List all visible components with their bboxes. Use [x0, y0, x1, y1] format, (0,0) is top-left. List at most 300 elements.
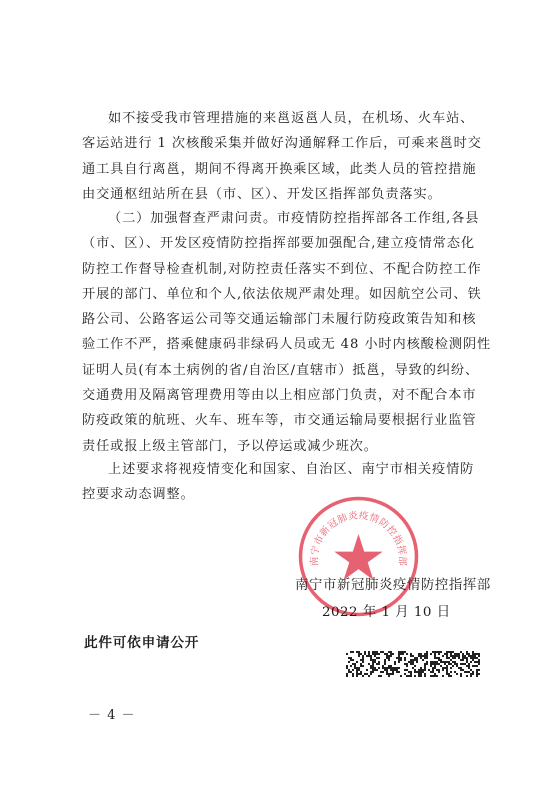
barcode-module: [462, 669, 464, 671]
barcode-module: [430, 671, 432, 673]
barcode-module: [372, 671, 374, 673]
barcode-module: [378, 667, 380, 669]
barcode-module: [404, 673, 406, 675]
barcode-module: [352, 663, 354, 665]
barcode-module: [466, 657, 468, 659]
barcode-module: [396, 667, 398, 669]
barcode-module: [362, 655, 364, 657]
barcode-module: [400, 675, 402, 677]
barcode-module: [410, 673, 412, 675]
barcode-module: [462, 657, 464, 659]
barcode-module: [350, 659, 352, 661]
barcode-module: [352, 675, 354, 677]
barcode-module: [434, 651, 436, 653]
barcode-module: [396, 669, 398, 671]
barcode-module: [460, 675, 462, 677]
barcode-module: [460, 673, 462, 675]
barcode-module: [478, 661, 480, 663]
barcode-module: [414, 659, 416, 661]
barcode-module: [468, 665, 470, 667]
barcode-module: [458, 657, 460, 659]
barcode-module: [466, 665, 468, 667]
barcode-module: [470, 655, 472, 657]
page-number: － 4 －: [88, 708, 136, 723]
barcode-module: [438, 651, 440, 653]
paragraph-line: 开展的部门、单位和个人,依法依规严肃处理。如因航空公司、铁: [82, 286, 482, 302]
paragraph-2: [82, 206, 492, 459]
barcode-module: [470, 657, 472, 659]
barcode-module: [378, 661, 380, 663]
barcode-module: [356, 661, 358, 663]
barcode-module: [470, 675, 472, 677]
barcode-module: [434, 673, 436, 675]
barcode-module: [392, 673, 394, 675]
barcode-module: [356, 673, 358, 675]
barcode-module: [346, 675, 348, 677]
barcode-module: [478, 655, 480, 657]
barcode-module: [460, 651, 462, 653]
barcode-module: [422, 659, 424, 661]
barcode-module: [374, 659, 376, 661]
barcode-module: [410, 663, 412, 665]
barcode-module: [388, 673, 390, 675]
barcode-module: [372, 659, 374, 661]
barcode-module: [370, 657, 372, 659]
barcode-module: [370, 655, 372, 657]
barcode-module: [416, 657, 418, 659]
barcode-module: [400, 653, 402, 655]
barcode-module: [360, 663, 362, 665]
barcode-module: [438, 657, 440, 659]
barcode-module: [386, 657, 388, 659]
barcode-module: [444, 661, 446, 663]
barcode-module: [392, 667, 394, 669]
barcode-module: [418, 673, 420, 675]
barcode-module: [394, 667, 396, 669]
barcode-module: [462, 653, 464, 655]
barcode-module: [426, 653, 428, 655]
barcode-module: [446, 671, 448, 673]
barcode-module: [476, 673, 478, 675]
barcode-module: [478, 659, 480, 661]
barcode-module: [398, 657, 400, 659]
barcode-module: [472, 655, 474, 657]
barcode-module: [384, 669, 386, 671]
barcode-module: [446, 665, 448, 667]
barcode-module: [438, 663, 440, 665]
barcode-module: [346, 665, 348, 667]
barcode-module: [410, 659, 412, 661]
barcode-module: [452, 657, 454, 659]
barcode-module: [404, 651, 406, 653]
barcode-module: [428, 669, 430, 671]
barcode-module: [370, 659, 372, 661]
barcode-module: [476, 653, 478, 655]
barcode-module: [372, 669, 374, 671]
barcode-module: [384, 663, 386, 665]
barcode-module: [390, 665, 392, 667]
barcode-module: [388, 657, 390, 659]
barcode-module: [370, 671, 372, 673]
barcode-module: [424, 673, 426, 675]
barcode-module: [362, 661, 364, 663]
barcode-module: [442, 669, 444, 671]
barcode-module: [470, 661, 472, 663]
barcode-module: [450, 659, 452, 661]
barcode-module: [366, 669, 368, 671]
barcode-module: [410, 675, 412, 677]
barcode-module: [434, 665, 436, 667]
paragraph-line: 交通费用及隔离管理费用等由以上相应部门负责，对不配合本市: [82, 388, 477, 404]
barcode-module: [454, 657, 456, 659]
barcode-module: [424, 653, 426, 655]
barcode-module: [454, 661, 456, 663]
barcode-module: [352, 651, 354, 653]
barcode-module: [374, 651, 376, 653]
barcode-module: [434, 675, 436, 677]
barcode-module: [430, 653, 432, 655]
barcode-module: [448, 673, 450, 675]
barcode-module: [450, 651, 452, 653]
barcode-module: [378, 663, 380, 665]
barcode-module: [430, 661, 432, 663]
barcode-module: [440, 665, 442, 667]
barcode-module: [350, 665, 352, 667]
barcode-module: [446, 667, 448, 669]
barcode-module: [476, 665, 478, 667]
barcode-module: [390, 673, 392, 675]
barcode-module: [430, 675, 432, 677]
barcode-module: [350, 657, 352, 659]
paragraph-line: 防控工作督导检查机制,对防控责任落实不到位、不配合防控工作: [82, 261, 482, 277]
barcode-module: [392, 671, 394, 673]
barcode-module: [384, 661, 386, 663]
barcode-module: [370, 665, 372, 667]
barcode-module: [436, 675, 438, 677]
barcode-module: [424, 675, 426, 677]
barcode-module: [424, 657, 426, 659]
barcode-module: [460, 667, 462, 669]
barcode-module: [460, 669, 462, 671]
paragraph-line: 上述要求将视疫情变化和国家、自治区、南宁市相关疫情防: [108, 462, 475, 477]
barcode-module: [452, 655, 454, 657]
barcode-module: [352, 673, 354, 675]
barcode-module: [414, 657, 416, 659]
barcode-module: [382, 651, 384, 653]
barcode-module: [360, 659, 362, 661]
barcode-module: [424, 655, 426, 657]
barcode-module: [448, 651, 450, 653]
barcode-module: [372, 661, 374, 663]
barcode-module: [364, 651, 366, 653]
barcode-module: [368, 675, 370, 677]
barcode-module: [374, 653, 376, 655]
barcode-module: [416, 659, 418, 661]
barcode-module: [354, 667, 356, 669]
barcode-module: [410, 655, 412, 657]
barcode-module: [464, 655, 466, 657]
barcode-module: [422, 671, 424, 673]
barcode-module: [470, 673, 472, 675]
barcode-module: [440, 651, 442, 653]
barcode-module: [438, 653, 440, 655]
barcode-module: [434, 663, 436, 665]
barcode-module: [376, 653, 378, 655]
barcode-module: [352, 659, 354, 661]
barcode-module: [354, 663, 356, 665]
barcode-module: [466, 653, 468, 655]
barcode-module: [426, 651, 428, 653]
barcode-module: [464, 671, 466, 673]
barcode-module: [474, 657, 476, 659]
barcode-module: [360, 671, 362, 673]
barcode-module: [440, 661, 442, 663]
barcode-module: [382, 667, 384, 669]
barcode-module: [386, 669, 388, 671]
barcode-module: [356, 669, 358, 671]
barcode-module: [398, 655, 400, 657]
barcode-module: [476, 669, 478, 671]
barcode-module: [370, 673, 372, 675]
barcode-module: [478, 653, 480, 655]
barcode-module: [398, 671, 400, 673]
barcode-module: [434, 655, 436, 657]
barcode-module: [432, 661, 434, 663]
barcode-module: [346, 653, 348, 655]
barcode-module: [386, 671, 388, 673]
barcode-module: [380, 671, 382, 673]
barcode-module: [468, 655, 470, 657]
barcode-module: [456, 653, 458, 655]
barcode-module: [444, 663, 446, 665]
barcode-module: [440, 659, 442, 661]
barcode-module: [472, 651, 474, 653]
barcode-module: [404, 657, 406, 659]
barcode-module: [420, 657, 422, 659]
barcode-module: [478, 669, 480, 671]
paragraph-line: 控要求动态调整。: [82, 487, 195, 503]
barcode-module: [356, 651, 358, 653]
paragraph-line: 由交通枢纽站所在县（市、区）、开发区指挥部负责落实。: [82, 186, 442, 202]
barcode-module: [408, 671, 410, 673]
barcode-module: [436, 669, 438, 671]
barcode-module: [420, 655, 422, 657]
barcode-module: [390, 669, 392, 671]
barcode-module: [476, 661, 478, 663]
barcode-module: [448, 661, 450, 663]
barcode-module: [372, 665, 374, 667]
barcode-module: [394, 663, 396, 665]
barcode-module: [388, 675, 390, 677]
barcode-module: [432, 651, 434, 653]
barcode-module: [384, 659, 386, 661]
barcode-module: [346, 673, 348, 675]
barcode-module: [448, 657, 450, 659]
barcode-module: [364, 653, 366, 655]
barcode-module: [456, 663, 458, 665]
barcode-module: [418, 653, 420, 655]
barcode-module: [412, 661, 414, 663]
barcode-module: [404, 663, 406, 665]
barcode-module: [366, 673, 368, 675]
barcode-module: [368, 655, 370, 657]
barcode-module: [378, 653, 380, 655]
barcode-module: [416, 661, 418, 663]
barcode-module: [402, 653, 404, 655]
barcode-module: [472, 673, 474, 675]
barcode-module: [370, 667, 372, 669]
barcode-module: [418, 669, 420, 671]
barcode-module: [356, 667, 358, 669]
barcode-module: [448, 663, 450, 665]
barcode-module: [372, 651, 374, 653]
barcode-module: [388, 667, 390, 669]
barcode-module: [456, 673, 458, 675]
barcode-module: [376, 651, 378, 653]
barcode-module: [444, 667, 446, 669]
barcode-module: [402, 651, 404, 653]
barcode-module: [458, 667, 460, 669]
barcode-module: [430, 663, 432, 665]
barcode-module: [346, 667, 348, 669]
barcode-module: [394, 661, 396, 663]
barcode-module: [474, 653, 476, 655]
barcode-icon: [346, 651, 480, 677]
barcode-module: [458, 655, 460, 657]
paragraph-line: 验工作不严，搭乘健康码非绿码人员或无 48 小时内核酸检测阴性: [82, 337, 492, 353]
barcode-module: [446, 669, 448, 671]
barcode-module: [372, 667, 374, 669]
barcode-module: [374, 667, 376, 669]
barcode-module: [356, 675, 358, 677]
paragraph-1: [82, 106, 480, 207]
barcode-module: [472, 659, 474, 661]
barcode-module: [462, 659, 464, 661]
barcode-module: [382, 665, 384, 667]
barcode-module: [354, 665, 356, 667]
barcode-module: [436, 657, 438, 659]
barcode-module: [432, 669, 434, 671]
barcode-module: [446, 661, 448, 663]
barcode-module: [430, 665, 432, 667]
barcode-module: [432, 675, 434, 677]
barcode-module: [386, 653, 388, 655]
barcode-module: [404, 659, 406, 661]
barcode-module: [406, 665, 408, 667]
barcode-module: [420, 653, 422, 655]
barcode-module: [408, 675, 410, 677]
barcode-module: [424, 663, 426, 665]
barcode-module: [390, 655, 392, 657]
barcode-module: [462, 655, 464, 657]
barcode-module: [364, 673, 366, 675]
barcode-module: [432, 671, 434, 673]
barcode-module: [366, 655, 368, 657]
barcode-module: [390, 667, 392, 669]
barcode-module: [450, 655, 452, 657]
barcode-module: [468, 653, 470, 655]
barcode-module: [368, 653, 370, 655]
barcode-module: [406, 663, 408, 665]
barcode-module: [384, 653, 386, 655]
barcode-module: [412, 659, 414, 661]
barcode-module: [434, 653, 436, 655]
barcode-module: [406, 675, 408, 677]
barcode-module: [424, 665, 426, 667]
barcode-module: [478, 673, 480, 675]
barcode-module: [460, 659, 462, 661]
paragraph-line: 如不接受我市管理措施的来邕返邕人员，在机场、火车站、: [108, 111, 475, 126]
barcode-module: [446, 657, 448, 659]
barcode-module: [388, 659, 390, 661]
barcode-module: [442, 675, 444, 677]
barcode-module: [362, 675, 364, 677]
barcode-module: [472, 671, 474, 673]
barcode-module: [382, 671, 384, 673]
barcode-module: [452, 651, 454, 653]
barcode-module: [348, 671, 350, 673]
barcode-module: [386, 673, 388, 675]
barcode-module: [446, 673, 448, 675]
barcode-module: [362, 665, 364, 667]
barcode-module: [434, 661, 436, 663]
barcode-module: [396, 657, 398, 659]
barcode-module: [474, 665, 476, 667]
barcode-module: [478, 663, 480, 665]
barcode-module: [362, 659, 364, 661]
barcode-module: [420, 667, 422, 669]
barcode-module: [436, 661, 438, 663]
barcode-module: [368, 663, 370, 665]
barcode-module: [426, 657, 428, 659]
barcode-module: [460, 663, 462, 665]
barcode-module: [406, 669, 408, 671]
barcode-module: [408, 661, 410, 663]
paragraph-line: （二）加强督查严肃问责。市疫情防控指挥部各工作组,各县: [108, 211, 480, 226]
barcode-module: [410, 653, 412, 655]
barcode-module: [456, 665, 458, 667]
barcode-module: [388, 665, 390, 667]
barcode-module: [426, 655, 428, 657]
barcode-module: [472, 665, 474, 667]
barcode-module: [400, 651, 402, 653]
barcode-module: [450, 663, 452, 665]
barcode-module: [378, 675, 380, 677]
barcode-module: [406, 653, 408, 655]
barcode-module: [376, 663, 378, 665]
barcode-module: [362, 657, 364, 659]
disclosure-note: 此件可依申请公开: [84, 635, 200, 651]
barcode-module: [348, 669, 350, 671]
barcode-module: [412, 655, 414, 657]
paragraph-line: 防疫政策的航班、火车、班车等，市交通运输局要根据行业监管: [82, 413, 477, 429]
barcode-module: [394, 669, 396, 671]
barcode-module: [348, 661, 350, 663]
barcode-module: [418, 675, 420, 677]
barcode-module: [468, 671, 470, 673]
barcode-module: [472, 657, 474, 659]
barcode-module: [396, 671, 398, 673]
barcode-module: [390, 651, 392, 653]
barcode-module: [414, 671, 416, 673]
barcode-module: [474, 655, 476, 657]
barcode-module: [384, 667, 386, 669]
barcode-module: [416, 671, 418, 673]
barcode-module: [410, 661, 412, 663]
barcode-module: [418, 655, 420, 657]
barcode-module: [450, 671, 452, 673]
seal-text: 南宁市新冠肺炎疫情防控指挥部: [309, 510, 408, 567]
